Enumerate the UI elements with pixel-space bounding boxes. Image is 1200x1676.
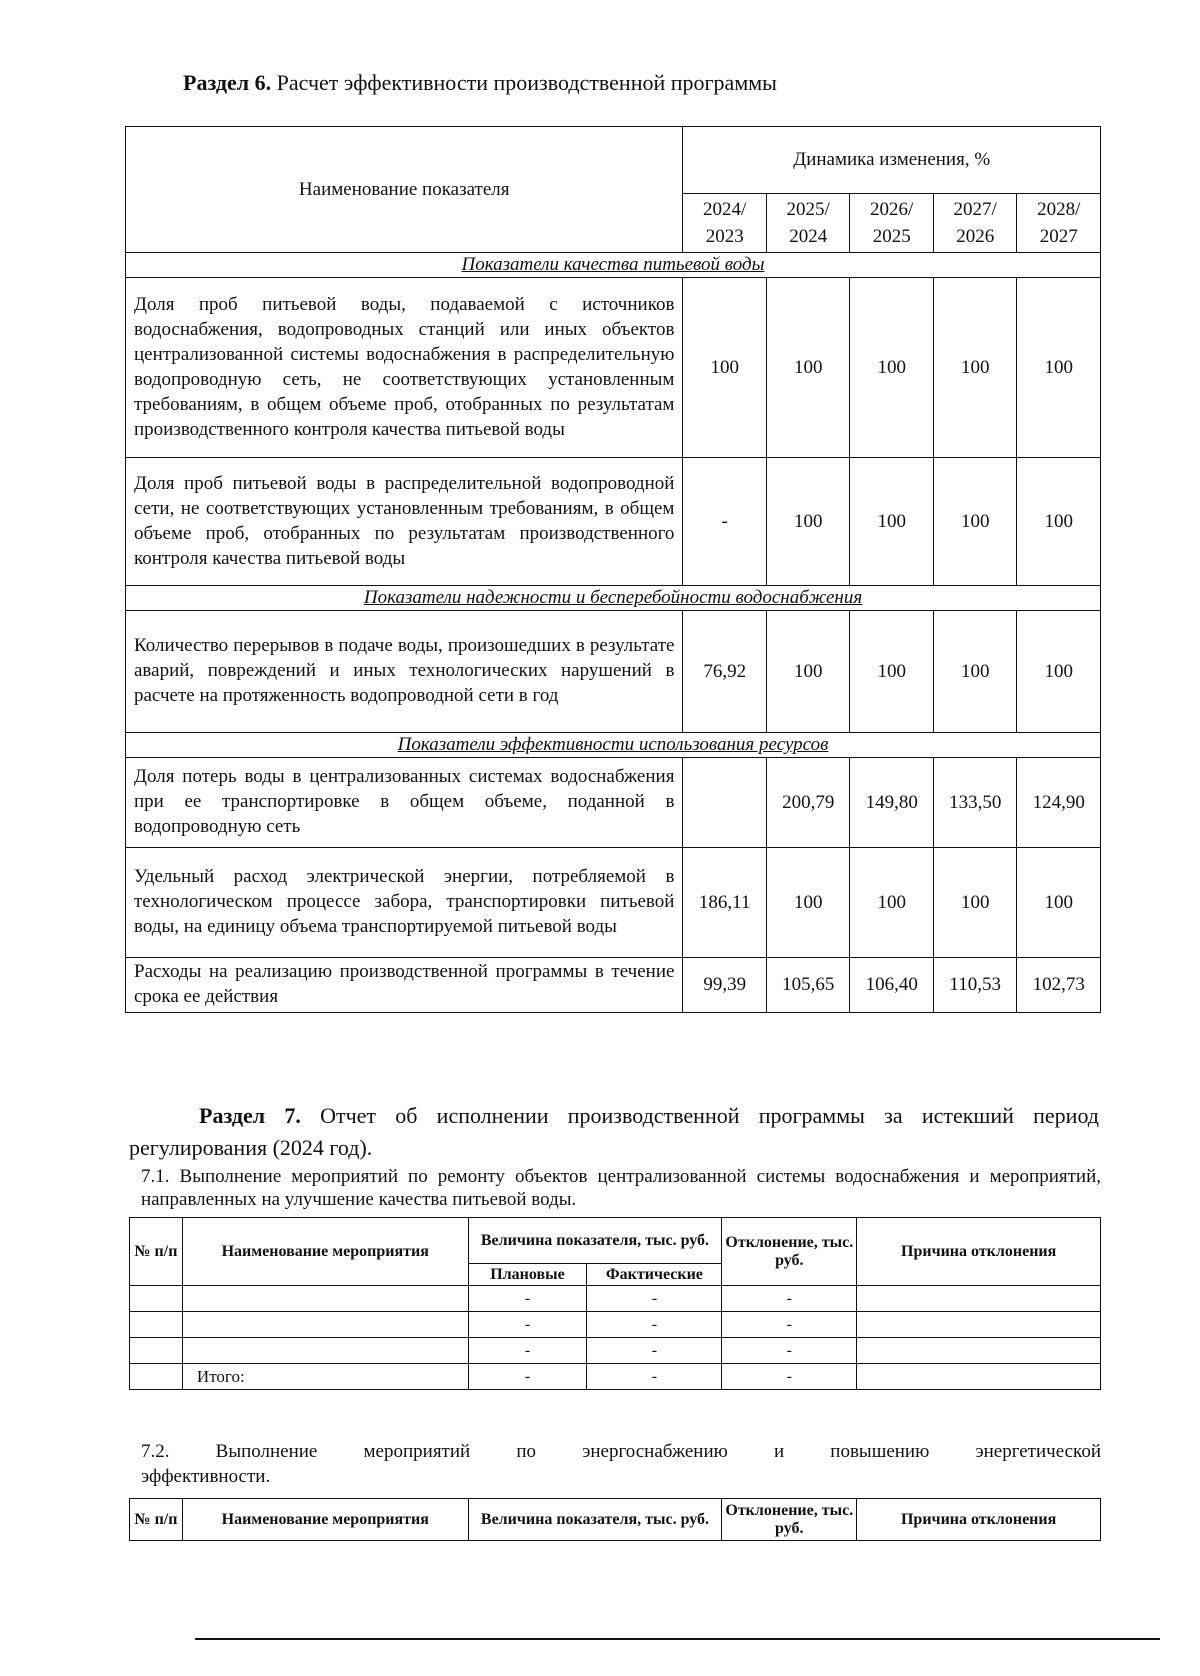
indicator-value: 100	[766, 848, 850, 958]
year-bottom: 2026	[956, 226, 995, 247]
row-reason	[857, 1312, 1101, 1338]
indicator-value: 100	[933, 458, 1017, 586]
indicator-value: 110,53	[933, 958, 1017, 1013]
indicator-row	[126, 611, 1101, 733]
indicator-value: 100	[1017, 278, 1101, 458]
indicator-value: 100	[766, 611, 850, 733]
row-reason	[857, 1286, 1101, 1312]
row-num	[130, 1286, 183, 1312]
row-num	[130, 1338, 183, 1364]
indicator-value: 100	[850, 611, 934, 733]
section6-heading	[183, 70, 777, 96]
indicator-value: 133,50	[933, 758, 1017, 848]
year-top: 2028/	[1037, 199, 1081, 220]
indicator-value: 149,80	[850, 758, 934, 848]
indicator-value: 100	[933, 848, 1017, 958]
indicator-value: 186,11	[683, 848, 767, 958]
indicator-value: 100	[850, 278, 934, 458]
indicator-name: Удельный расход электрической энергии, потребляемой в технологическом процессе забора, транспортировки питьевой воды, на единицу объема транспортируемой питьевой воды	[126, 848, 683, 958]
indicator-name: Доля проб питьевой воды, подаваемой с источников водоснабжения, водопроводных станций или иных объектов централизованной системы водоснабжения в распределительную водопроводную сеть, не соответствующих установленным требованиям, в общем объеме проб, отобранных по результатам производственного контроля качества питьевой воды	[126, 278, 683, 458]
year-bottom: 2023	[705, 226, 744, 247]
indicator-value: 76,92	[683, 611, 767, 733]
row-activity-name	[182, 1338, 468, 1364]
indicator-name: Расходы на реализацию производственной программы в течение срока ее действия	[126, 958, 683, 1013]
indicator-value: 100	[933, 278, 1017, 458]
row-num	[130, 1312, 183, 1338]
row-plan: -	[468, 1338, 587, 1364]
category-row	[126, 253, 1101, 278]
indicator-value: 124,90	[1017, 758, 1101, 848]
paragraph-7-1: 7.1. Выполнение мероприятий по ремонту объектов централизованной системы водоснабжения и мероприятий, направленных на улучшение качества питьевой воды.	[141, 1166, 1101, 1210]
row-deviation: -	[722, 1312, 857, 1338]
col-year	[850, 194, 934, 253]
indicator-row	[126, 848, 1101, 958]
row-activity-name	[182, 1312, 468, 1338]
col-deviation: Отклонение, тыс. руб.	[722, 1218, 857, 1286]
col-activity-name: Наименование мероприятия	[182, 1218, 468, 1286]
energy-activities-table	[129, 1498, 1101, 1541]
col-fact: Фактические	[587, 1264, 722, 1286]
efficiency-table-header	[126, 127, 1101, 253]
category-title: Показатели качества питьевой воды	[126, 253, 1101, 278]
col-year	[933, 194, 1017, 253]
indicator-value	[683, 758, 767, 848]
col-deviation: Отклонение, тыс. руб.	[722, 1499, 857, 1541]
table-row	[130, 1364, 1101, 1390]
indicator-value: 100	[766, 278, 850, 458]
col-dynamics: Динамика изменения, %	[683, 127, 1101, 194]
indicator-name: Доля потерь воды в централизованных системах водоснабжения при ее транспортировке в общем объеме, поданной в водопроводную сеть	[126, 758, 683, 848]
year-bottom: 2025	[872, 226, 911, 247]
repair-activities-table	[129, 1217, 1101, 1390]
row-num	[130, 1364, 183, 1390]
row-deviation: -	[722, 1364, 857, 1390]
col-reason: Причина отклонения	[857, 1218, 1101, 1286]
indicator-name: Количество перерывов в подаче воды, произошедших в результате аварий, повреждений и иных технологических нарушений в расчете на протяженность водопроводной сети в год	[126, 611, 683, 733]
row-activity-name	[182, 1286, 468, 1312]
indicator-name: Доля проб питьевой воды в распределительной водопроводной сети, не соответствующих установленным требованиям, в общем объеме проб, отобранных по результатам производственного контроля качества питьевой воды	[126, 458, 683, 586]
row-fact: -	[587, 1312, 722, 1338]
row-reason	[857, 1364, 1101, 1390]
year-top: 2027/	[953, 199, 997, 220]
efficiency-table-body	[126, 253, 1101, 1013]
section7-title: Отчет об исполнении производственной программы за истекший период регулирования (2024 год).	[129, 1103, 1100, 1160]
row-fact: -	[587, 1286, 722, 1312]
col-year	[1017, 194, 1101, 253]
col-plan: Плановые	[468, 1264, 587, 1286]
col-num: № п/п	[130, 1218, 183, 1286]
paragraph-7-2: 7.2. Выполнение мероприятий по энергоснабжению и повышению энергетической	[141, 1441, 1101, 1462]
row-reason	[857, 1338, 1101, 1364]
footer-rule	[195, 1638, 1160, 1640]
col-indicator-name: Наименование показателя	[126, 127, 683, 253]
year-bottom: 2024	[789, 226, 828, 247]
section7-label: Раздел 7.	[199, 1103, 301, 1128]
indicator-row	[126, 958, 1101, 1013]
indicator-value: 100	[850, 458, 934, 586]
indicator-value: 99,39	[683, 958, 767, 1013]
row-plan: -	[468, 1364, 587, 1390]
indicator-row	[126, 758, 1101, 848]
col-value: Величина показателя, тыс. руб.	[468, 1218, 722, 1264]
efficiency-table	[125, 126, 1101, 1013]
indicator-value: 100	[683, 278, 767, 458]
indicator-value: 106,40	[850, 958, 934, 1013]
row-activity-name: Итого:	[182, 1364, 468, 1390]
indicator-value: 100	[1017, 848, 1101, 958]
row-plan: -	[468, 1286, 587, 1312]
category-title: Показатели эффективности использования ресурсов	[126, 733, 1101, 758]
col-activity-name: Наименование мероприятия	[182, 1499, 468, 1541]
category-row	[126, 586, 1101, 611]
paragraph-7-2-continued: эффективности.	[141, 1466, 271, 1487]
section6-label: Раздел 6.	[183, 70, 272, 95]
section6-title: Расчет эффективности производственной программы	[276, 70, 777, 95]
table-row	[130, 1338, 1101, 1364]
row-plan: -	[468, 1312, 587, 1338]
indicator-value: 100	[766, 458, 850, 586]
year-top: 2024/	[703, 199, 747, 220]
col-num: № п/п	[130, 1499, 183, 1541]
table-row	[130, 1312, 1101, 1338]
table-row	[130, 1286, 1101, 1312]
section7-heading	[129, 1100, 1099, 1164]
col-year	[683, 194, 767, 253]
indicator-value: 105,65	[766, 958, 850, 1013]
year-top: 2026/	[870, 199, 914, 220]
year-top: 2025/	[786, 199, 830, 220]
category-title: Показатели надежности и бесперебойности водоснабжения	[126, 586, 1101, 611]
row-deviation: -	[722, 1286, 857, 1312]
indicator-row	[126, 458, 1101, 586]
indicator-value: 200,79	[766, 758, 850, 848]
col-value: Величина показателя, тыс. руб.	[468, 1499, 722, 1541]
row-fact: -	[587, 1338, 722, 1364]
row-fact: -	[587, 1364, 722, 1390]
col-year	[766, 194, 850, 253]
indicator-value: 100	[1017, 611, 1101, 733]
indicator-value: -	[683, 458, 767, 586]
indicator-row	[126, 278, 1101, 458]
col-reason: Причина отклонения	[857, 1499, 1101, 1541]
indicator-value: 100	[933, 611, 1017, 733]
year-bottom: 2027	[1039, 226, 1078, 247]
indicator-value: 100	[1017, 458, 1101, 586]
indicator-value: 100	[850, 848, 934, 958]
category-row	[126, 733, 1101, 758]
indicator-value: 102,73	[1017, 958, 1101, 1013]
row-deviation: -	[722, 1338, 857, 1364]
